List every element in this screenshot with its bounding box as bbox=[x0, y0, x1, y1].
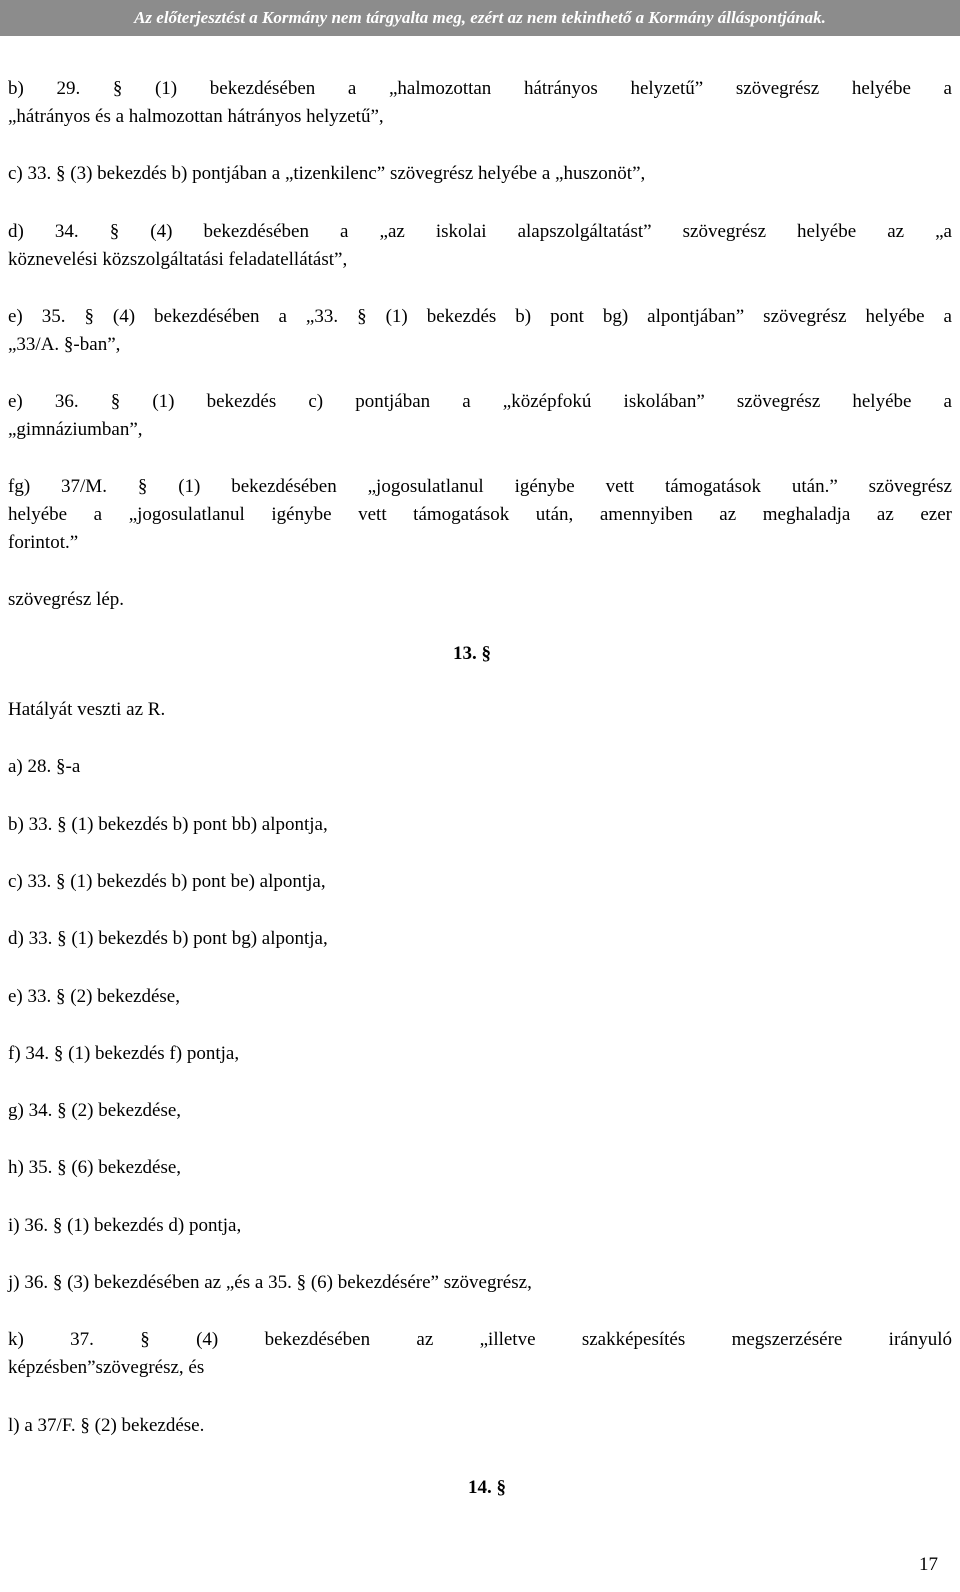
amendment-b-line-1: b) 29. § (1) bekezdésében a „halmozottan hátrányos helyzetű” szövegrész helyébe a bbox=[8, 78, 952, 99]
repeal-item-j: j) 36. § (3) bekezdésében az „és a 35. § (6) bekezdésére” szövegrész, bbox=[8, 1272, 532, 1293]
amendment-e2-line-2: „gimnáziumban”, bbox=[8, 419, 143, 440]
amendment-c: c) 33. § (3) bekezdés b) pontjában a „tizenkilenc” szövegrész helyébe a „huszonöt”, bbox=[8, 163, 646, 184]
amendment-e1-line-1: e) 35. § (4) bekezdésében a „33. § (1) bekezdés b) pont bg) alpontjában” szövegrész helyébe a bbox=[8, 306, 952, 327]
repeal-item-d: d) 33. § (1) bekezdés b) pont bg) alpontja, bbox=[8, 928, 328, 949]
repeal-item-c: c) 33. § (1) bekezdés b) pont be) alpontja, bbox=[8, 871, 326, 892]
header-banner: Az előterjesztést a Kormány nem tárgyalta meg, ezért az nem tekinthető a Kormány álláspontjának. bbox=[0, 0, 960, 36]
section-13-heading: 13. § bbox=[453, 643, 491, 664]
repeal-item-e: e) 33. § (2) bekezdése, bbox=[8, 986, 180, 1007]
repeal-item-g: g) 34. § (2) bekezdése, bbox=[8, 1100, 182, 1121]
repeal-item-l: l) a 37/F. § (2) bekezdése. bbox=[8, 1415, 205, 1436]
closing-phrase: szövegrész lép. bbox=[8, 589, 125, 610]
repeal-item-b: b) 33. § (1) bekezdés b) pont bb) alpontja, bbox=[8, 814, 328, 835]
repeal-item-f: f) 34. § (1) bekezdés f) pontja, bbox=[8, 1043, 240, 1064]
amendment-fg-line-1: fg) 37/M. § (1) bekezdésében „jogosulatlanul igénybe vett támogatások után.” szövegrész bbox=[8, 476, 952, 497]
repeal-item-k-line-1: k) 37. § (4) bekezdésében az „illetve szakképesítés megszerzésére irányuló bbox=[8, 1329, 952, 1350]
amendment-fg-line-2: helyébe a „jogosulatlanul igénybe vett támogatások után, amennyiben az meghaladja az ezer bbox=[8, 504, 952, 525]
amendment-d-line-1: d) 34. § (4) bekezdésében a „az iskolai alapszolgáltatást” szövegrész helyébe az „a bbox=[8, 221, 952, 242]
amendment-d-line-2: köznevelési közszolgáltatási feladatellátást”, bbox=[8, 249, 348, 270]
section-13-intro: Hatályát veszti az R. bbox=[8, 699, 166, 720]
section-14-heading: 14. § bbox=[468, 1477, 506, 1498]
page-number: 17 bbox=[919, 1554, 938, 1575]
amendment-b-line-2: „hátrányos és a halmozottan hátrányos helyzetű”, bbox=[8, 106, 384, 127]
repeal-item-k-line-2: képzésben”szövegrész, és bbox=[8, 1357, 205, 1378]
amendment-e1-line-2: „33/A. §-ban”, bbox=[8, 334, 121, 355]
amendment-fg-line-3: forintot.” bbox=[8, 532, 79, 553]
repeal-item-i: i) 36. § (1) bekezdés d) pontja, bbox=[8, 1215, 242, 1236]
repeal-item-a: a) 28. §-a bbox=[8, 756, 81, 777]
repeal-item-h: h) 35. § (6) bekezdése, bbox=[8, 1157, 182, 1178]
amendment-e2-line-1: e) 36. § (1) bekezdés c) pontjában a „középfokú iskolában” szövegrész helyébe a bbox=[8, 391, 952, 412]
